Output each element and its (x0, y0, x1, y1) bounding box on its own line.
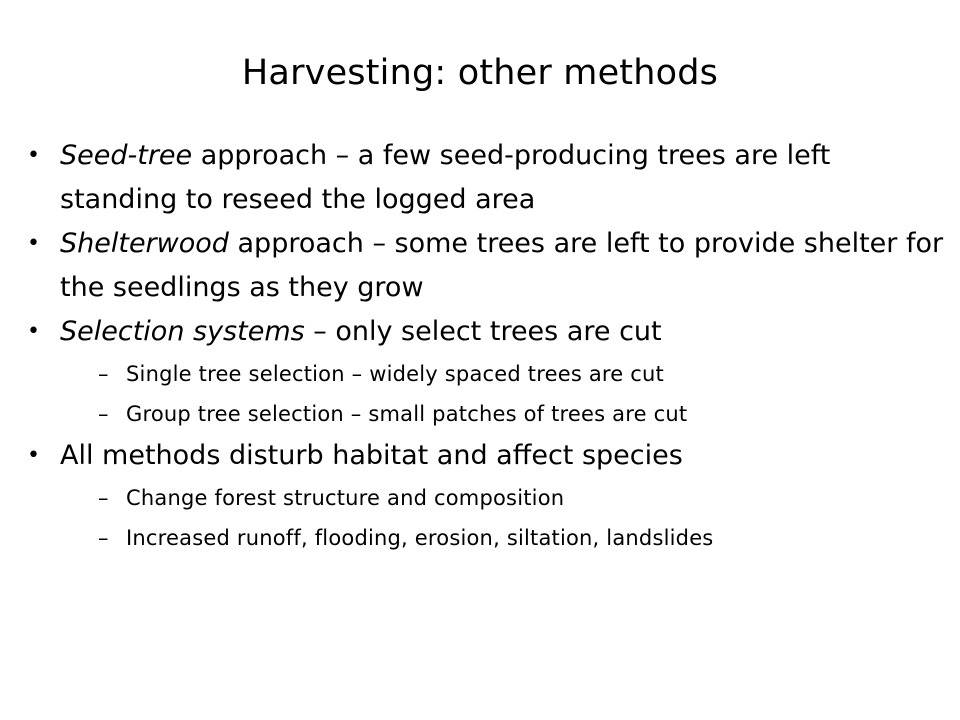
bullet-list (24, 134, 944, 558)
slide-title: Harvesting: other methods (241, 53, 719, 93)
bullet-item-all-methods (24, 434, 944, 478)
bullet-item-seed-tree (24, 134, 944, 222)
dash-icon: – (98, 486, 109, 510)
bullet-text: – only select trees are cut (304, 316, 662, 347)
bullet-dot-icon: • (27, 143, 40, 168)
bullet-term: Selection systems (60, 316, 305, 347)
slide-content (24, 134, 944, 558)
sub-bullet-text: Single tree selection – widely spaced trees are cut (126, 362, 664, 386)
sub-bullet-item (48, 478, 944, 518)
sub-bullet-list (24, 354, 944, 434)
bullet-term: Shelterwood (60, 228, 229, 259)
bullet-item-selection-systems (24, 310, 944, 354)
sub-bullet-item (48, 394, 944, 434)
sub-bullet-item (48, 518, 944, 558)
bullet-dot-icon: • (27, 319, 40, 344)
sub-list-container (24, 478, 944, 558)
bullet-text: All methods disturb habitat and affect species (60, 440, 683, 471)
sub-bullet-item (48, 354, 944, 394)
bullet-item-shelterwood (24, 222, 944, 310)
dash-icon: – (98, 362, 109, 386)
sub-bullet-text: Group tree selection – small patches of trees are cut (126, 402, 688, 426)
dash-icon: – (98, 402, 109, 426)
sub-bullet-list (24, 478, 944, 558)
bullet-text: approach – a few seed-producing trees are left standing to reseed the logged area (60, 140, 831, 215)
sub-bullet-text: Change forest structure and composition (126, 486, 565, 510)
bullet-term: Seed-tree (60, 140, 193, 171)
bullet-text: approach – some trees are left to provide shelter for the seedlings as they grow (60, 228, 944, 303)
dash-icon: – (98, 526, 109, 550)
sub-bullet-text: Increased runoff, flooding, erosion, siltation, landslides (126, 526, 714, 550)
bullet-dot-icon: • (27, 443, 40, 468)
bullet-dot-icon: • (27, 231, 40, 256)
sub-list-container (24, 354, 944, 434)
